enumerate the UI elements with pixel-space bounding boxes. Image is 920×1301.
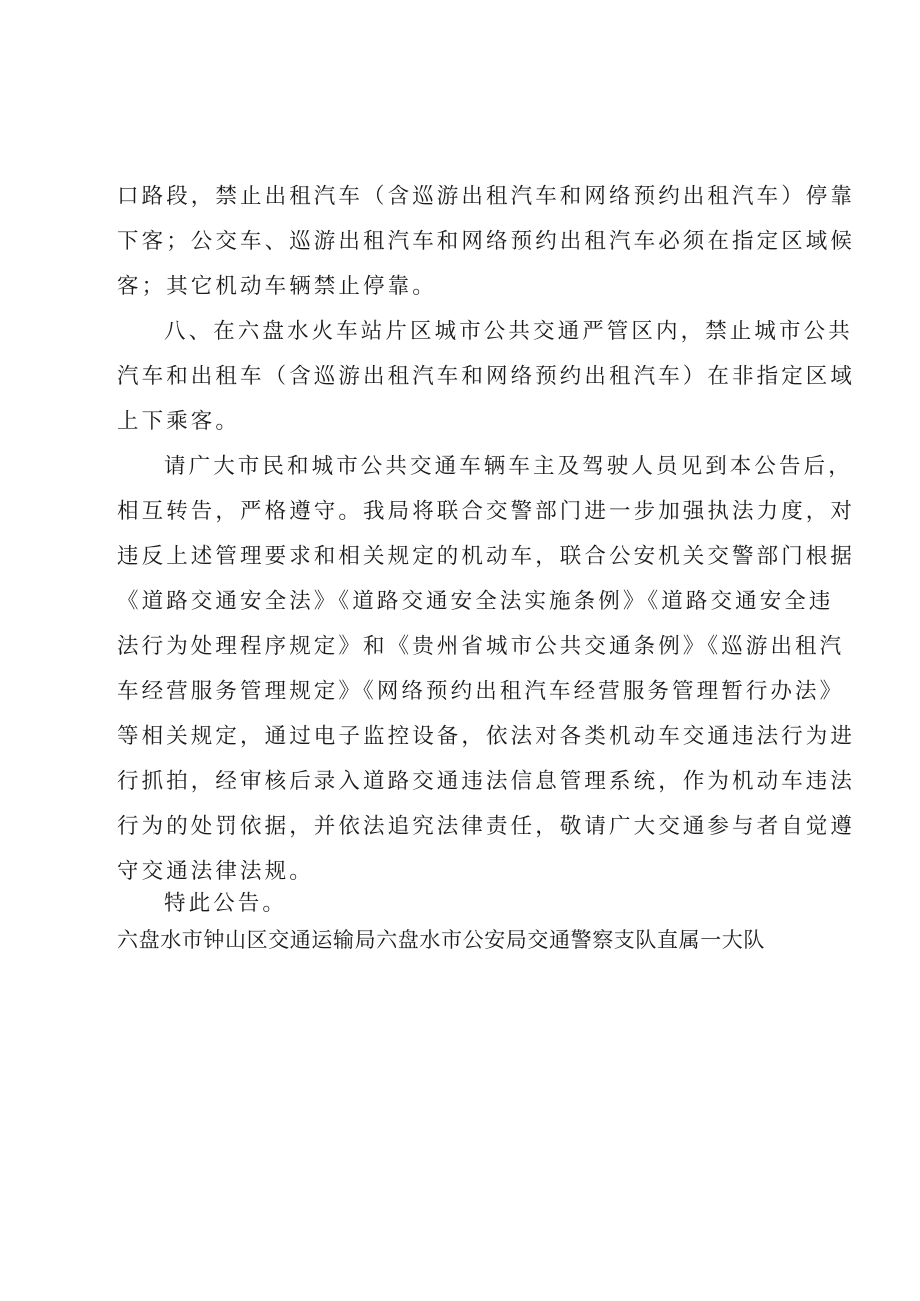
paragraph-3-line-4: 《道路交通安全法》《道路交通安全法实施条例》《道路交通安全违 bbox=[117, 589, 834, 614]
paragraph-2-line-1: 八、在六盘水火车站片区城市公共交通严管区内，禁止城市公共 bbox=[164, 319, 853, 344]
paragraph-3-line-5: 法行为处理程序规定》和《贵州省城市公共交通条例》《巡游出租汽 bbox=[117, 634, 845, 659]
document-closing bbox=[117, 886, 817, 958]
issuer-signature: 六盘水市钟山区交通运输局六盘水市公安局交通警察支队直属一大队 bbox=[117, 928, 765, 952]
closing-remark: 特此公告。 bbox=[164, 891, 288, 916]
paragraph-3-line-7: 等相关规定，通过电子监控设备，依法对各类机动车交通违法行为进 bbox=[117, 724, 856, 749]
paragraph-1-line-3: 客；其它机动车辆禁止停靠。 bbox=[117, 274, 437, 299]
paragraph-3-line-2: 相互转告，严格遵守。我局将联合交警部门进一步加强执法力度，对 bbox=[117, 499, 856, 524]
paragraph-2-line-2: 汽车和出租车（含巡游出租汽车和网络预约出租汽车）在非指定区域 bbox=[117, 364, 856, 389]
paragraph-3-line-9: 行为的处罚依据，并依法追究法律责任，敬请广大交通参与者自觉遵 bbox=[117, 814, 856, 839]
paragraph-1-line-1: 口路段，禁止出租汽车（含巡游出租汽车和网络预约出租汽车）停靠 bbox=[117, 184, 856, 209]
paragraph-3-line-8: 行抓拍，经审核后录入道路交通违法信息管理系统，作为机动车违法 bbox=[117, 769, 856, 794]
paragraph-3-line-1: 请广大市民和城市公共交通车辆车主及驾驶人员见到本公告后， bbox=[164, 454, 853, 479]
document-body bbox=[117, 174, 856, 894]
paragraph-2-line-3: 上下乘客。 bbox=[117, 409, 241, 434]
paragraph-3-line-10: 守交通法律法规。 bbox=[117, 859, 314, 884]
paragraph-1-line-2: 下客；公交车、巡游出租汽车和网络预约出租汽车必须在指定区域候 bbox=[117, 229, 856, 254]
paragraph-3-line-3: 违反上述管理要求和相关规定的机动车，联合公安机关交警部门根据 bbox=[117, 544, 856, 569]
paragraph-3-line-6: 车经营服务管理规定》《网络预约出租汽车经营服务管理暂行办法》 bbox=[117, 679, 845, 704]
